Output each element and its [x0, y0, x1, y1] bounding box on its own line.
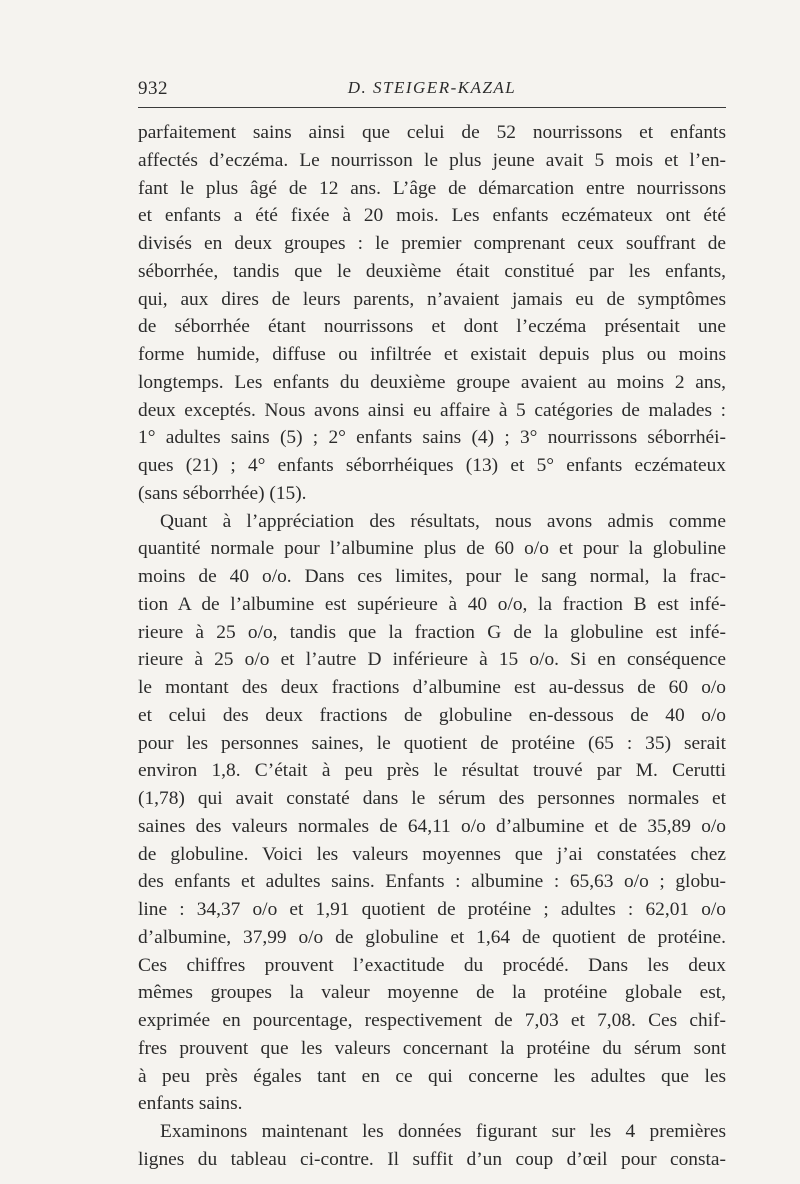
text-line: le montant des deux fractions d’albumine est au-dessus de 60 o/o — [138, 677, 726, 698]
text-line: fant le plus âgé de 12 ans. L’âge de démarcation entre nourrissons — [138, 177, 726, 199]
text-line: pour les personnes saines, le quotient de protéine (65 : 35) serait — [138, 732, 726, 754]
text-line-paragraph-start: Examinons maintenant les données figurant sur les 4 premières — [160, 1121, 726, 1142]
body-text — [138, 119, 726, 1174]
text-line: qui, aux dires de leurs parents, n’avaient jamais eu de symptômes — [138, 288, 726, 310]
text-line: longtemps. Les enfants du deuxième groupe avaient au moins 2 ans, — [138, 371, 726, 393]
text-line: et enfants a été fixée à 20 mois. Les enfants eczémateux ont été — [138, 205, 726, 227]
header-rule — [138, 107, 726, 108]
text-line: d’albumine, 37,99 o/o de globuline et 1,64 de quotient de protéine. — [138, 926, 726, 948]
text-line: à peu près égales tant en ce qui concerne les adultes que les — [138, 1065, 726, 1087]
text-line: deux exceptés. Nous avons ainsi eu affaire à 5 catégories de malades : — [138, 399, 726, 421]
text-line: moins de 40 o/o. Dans ces limites, pour le sang normal, la frac- — [138, 566, 726, 587]
text-line: forme humide, diffuse ou infiltrée et existait depuis plus ou moins — [138, 344, 726, 365]
text-line: de globuline. Voici les valeurs moyennes que j’ai constatées chez — [138, 843, 726, 865]
text-line: divisés en deux groupes : le premier comprenant ceux souffrant de — [138, 233, 726, 254]
text-line: fres prouvent que les valeurs concernant la protéine du sérum sont — [138, 1037, 726, 1059]
text-line: line : 34,37 o/o et 1,91 quotient de protéine ; adultes : 62,01 o/o — [138, 899, 726, 920]
text-line: lignes du tableau ci-contre. Il suffit d’un coup d’œil pour consta- — [138, 1148, 726, 1170]
text-line: Ces chiffres prouvent l’exactitude du procédé. Dans les deux — [138, 954, 726, 976]
text-line-paragraph-end: (sans séborrhée) (15). — [138, 482, 307, 504]
text-line: des enfants et adultes sains. Enfants : albumine : 65,63 o/o ; globu- — [138, 871, 726, 893]
text-line: affectés d’eczéma. Le nourrisson le plus jeune avait 5 mois et l’en- — [138, 149, 726, 171]
text-line-paragraph-start: Quant à l’appréciation des résultats, nous avons admis comme — [160, 510, 726, 532]
text-line: parfaitement sains ainsi que celui de 52 nourrissons et enfants — [138, 122, 726, 143]
running-head: D. STEIGER-KAZAL — [347, 78, 517, 97]
text-line: environ 1,8. C’était à peu près le résultat trouvé par M. Cerutti — [138, 760, 726, 782]
text-line: 1° adultes sains (5) ; 2° enfants sains (4) ; 3° nourrissons séborrhéi- — [138, 427, 726, 449]
text-line: et celui des deux fractions de globuline en-dessous de 40 o/o — [138, 704, 726, 726]
text-line: tion A de l’albumine est supérieure à 40 o/o, la fraction B est infé- — [138, 593, 726, 615]
text-line: rieure à 25 o/o et l’autre D inférieure à 15 o/o. Si en conséquence — [138, 649, 726, 671]
text-line: (1,78) qui avait constaté dans le sérum des personnes normales et — [138, 788, 726, 809]
text-line: exprimée en pourcentage, respectivement de 7,03 et 7,08. Ces chif- — [138, 1010, 726, 1031]
page-header — [138, 74, 726, 100]
text-line: rieure à 25 o/o, tandis que la fraction G de la globuline est infé- — [138, 621, 726, 643]
text-line: saines des valeurs normales de 64,11 o/o d’albumine et de 35,89 o/o — [138, 815, 726, 837]
text-line: séborrhée, tandis que le deuxième était constitué par les enfants, — [138, 260, 726, 282]
text-line: mêmes groupes la valeur moyenne de la protéine globale est, — [138, 982, 726, 1004]
text-line: quantité normale pour l’albumine plus de 60 o/o et pour la globuline — [138, 538, 726, 560]
text-line: ques (21) ; 4° enfants séborrhéiques (13) et 5° enfants eczémateux — [138, 455, 726, 476]
text-line-paragraph-end: enfants sains. — [138, 1093, 243, 1115]
page-number: 932 — [138, 78, 168, 99]
text-line: de séborrhée étant nourrissons et dont l’eczéma présentait une — [138, 316, 726, 338]
